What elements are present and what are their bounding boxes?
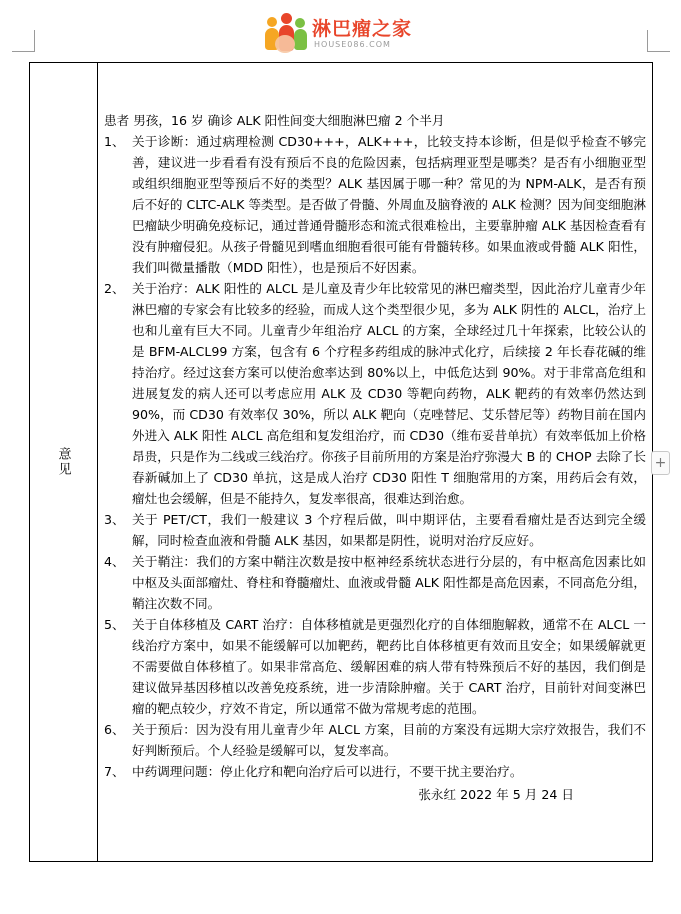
list-item [104, 614, 646, 719]
item-number: 6、 [104, 722, 125, 737]
item-number: 3、 [104, 512, 125, 527]
item-number: 1、 [104, 134, 125, 149]
item-number: 2、 [104, 281, 125, 296]
logo-subtitle: HOUSE086.COM [314, 40, 391, 49]
table-label-cell [29, 62, 97, 862]
opinion-content [104, 110, 646, 805]
item-text: 关于诊断：通过病理检测 CD30+++，ALK+++，比较支持本诊断，但是似乎检查不够完善，建议进一步看看有没有预后不良的危险因素，包括病理亚型是哪类？是否有小细胞亚型或组织细胞亚型等预后不好的类型？ALK 基因属于哪一种？常见的为 NPM-ALK，是否有预后不好的 CLTC-ALK 等类型。是否做了骨髓、外周血及脑脊液的 ALK 检测？因为间变细胞淋巴瘤缺少明确免疫标记，通过普通骨髓形态和流式很难检出，主要靠肿瘤 ALK 基因检查看有没有肿瘤侵犯。从孩子骨髓见到嗜血细胞看很可能有骨髓转移。如果血液或骨髓 ALK 阳性，我们叫微量播散（MDD 阳性），也是预后不好因素。 [132, 134, 646, 275]
list-item [104, 278, 646, 509]
item-text: 关于预后：因为没有用儿童青少年 ALCL 方案，目前的方案没有远期大宗疗效报告，我们不好判断预后。个人经验是缓解可以，复发率高。 [132, 722, 646, 758]
item-text: 中药调理问题：停止化疗和靶向治疗后可以进行，不要干扰主要治疗。 [132, 764, 523, 779]
item-text: 关于 PET/CT，我们一般建议 3 个疗程后做，叫中期评估，主要看看瘤灶是否达到完全缓解，同时检查血液和骨髓 ALK 基因，如果都是阴性，说明对治疗反应好。 [132, 512, 646, 548]
table-column-divider [97, 62, 98, 862]
crop-mark-left-vertical [34, 30, 35, 52]
add-row-button[interactable]: + [651, 451, 670, 475]
site-logo [264, 12, 412, 56]
people-logo-icon [264, 13, 308, 55]
crop-mark-right-horizontal [648, 51, 670, 52]
patient-summary: 患者 男孩，16 岁 确诊 ALK 阳性间变大细胞淋巴瘤 2 个半月 [104, 113, 445, 128]
list-item [104, 551, 646, 614]
item-text: 关于自体移植及 CART 治疗：自体移植就是更强烈化疗的自体细胞解救，通常不在 ALCL 一线治疗方案中，如果不能缓解可以加靶药，靶药比自体移植更有效而且安全；如果缓解就更不需要做自体移植了。如果非常高危、缓解困难的病人带有特殊预后不好的基因，我们倒是建议做异基因移植以改善免疫系统，进一步清除肿瘤。关于 CART 治疗，目前针对间变淋巴瘤的靶点较少，疗效不肯定，所以通常不做为常规考虑的范围。 [132, 617, 646, 716]
list-item [104, 719, 646, 761]
crop-mark-right-vertical [647, 30, 648, 52]
item-number: 7、 [104, 764, 125, 779]
signature-date: 张永红 2022 年 5 月 24 日 [418, 787, 574, 802]
item-text: 关于治疗：ALK 阳性的 ALCL 是儿童及青少年比较常见的淋巴瘤类型，因此治疗儿童青少年淋巴瘤的专家会有比较多的经验，而成人这个类型很少见，多为 ALK 阴性的 ALCL，治疗上也和儿童有巨大不同。儿童青少年组治疗 ALCL 的方案，全球经过几十年探索，比较公认的是 BFM-ALCL99 方案，包含有 6 个疗程多药组成的脉冲式化疗，后续接 2 年长春花碱的维持治疗。经过这套方案可以使治愈率达到 80%以上，中低危达到 90%。对于非常高危组和进展复发的病人还可以考虑应用 ALK 及 CD30 等靶向药物，ALK 靶药的有效率仍然达到 90%，而 CD30 有效率仅 30%，所以 ALK 靶向（克唑替尼、艾乐替尼等）药物目前在国内外进入 ALK 阳性 ALCL 高危组和复发组治疗，而 CD30（维布妥昔单抗）有效率低加上价格昂贵，只是作为二线或三线治疗。你孩子目前所用的方案是治疗弥漫大 B 的 CHOP 去除了长春新碱加上了 CD30 单抗，这是成人治疗 CD30 阳性 T 细胞常用的方案，用药后会有效，瘤灶也会缓解，但是不能持久，复发率很高，很难达到治愈。 [132, 281, 646, 506]
table-label: 意见 [55, 447, 71, 477]
item-number: 4、 [104, 554, 125, 569]
list-item [104, 131, 646, 278]
crop-mark-left-horizontal [12, 51, 34, 52]
item-text: 关于鞘注：我们的方案中鞘注次数是按中枢神经系统状态进行分层的，有中枢高危因素比如中枢及头面部瘤灶、脊柱和脊髓瘤灶、血液或骨髓 ALK 阳性都是高危因素，不同高危分组，鞘注次数不同。 [132, 554, 646, 611]
list-item [104, 761, 646, 782]
item-number: 5、 [104, 617, 125, 632]
list-item [104, 509, 646, 551]
logo-title: 淋巴瘤之家 [312, 18, 413, 40]
